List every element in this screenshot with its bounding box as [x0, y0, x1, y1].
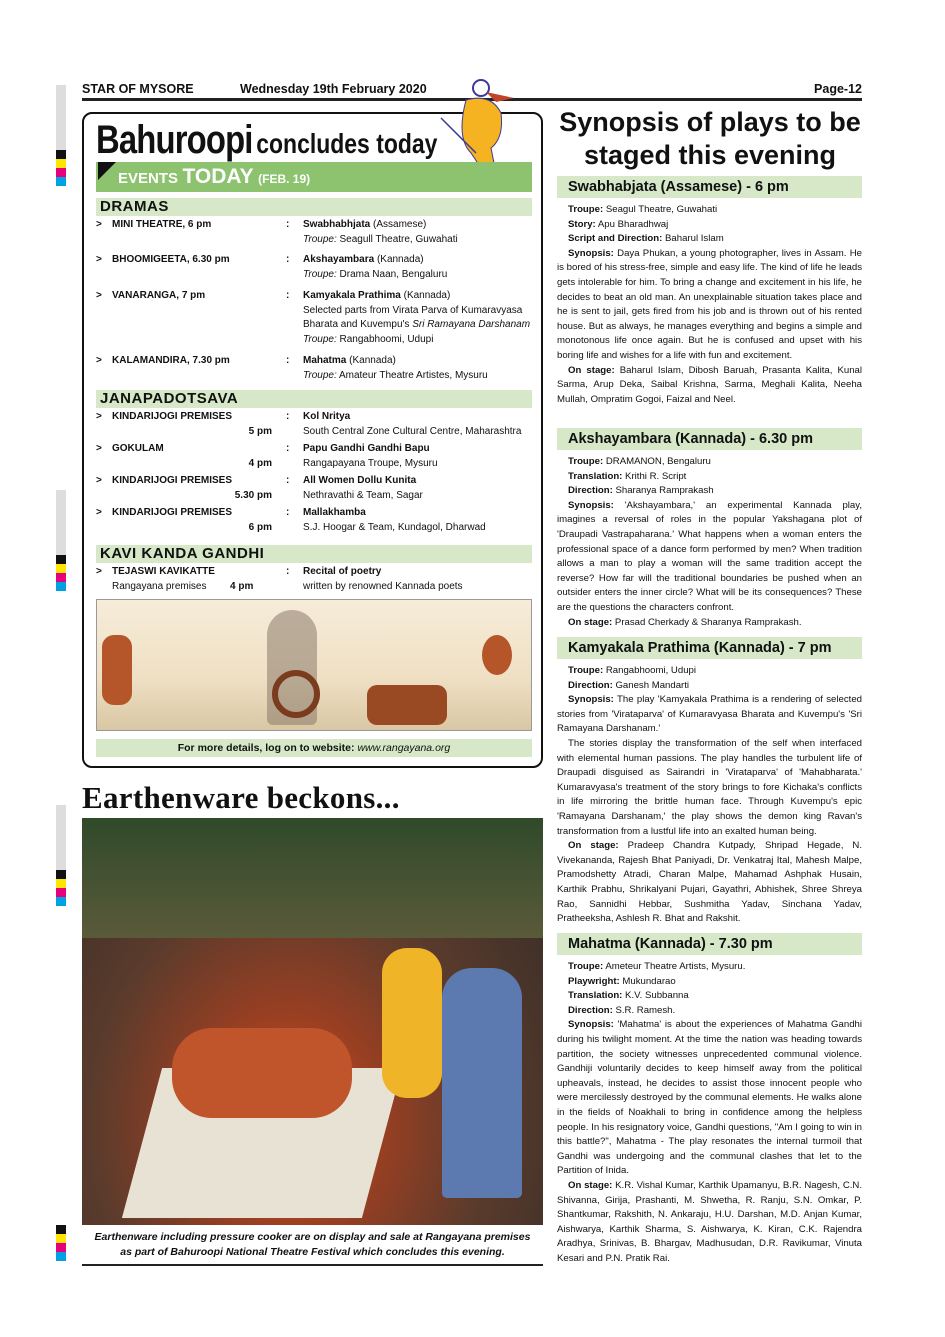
earthenware-photo — [82, 818, 543, 1225]
play-synopsis — [557, 637, 862, 927]
today-label: TODAY — [182, 165, 254, 188]
registration-magenta — [56, 573, 66, 582]
events-label: EVENTS — [118, 170, 179, 187]
registration-cyan — [56, 582, 66, 591]
registration-magenta — [56, 888, 66, 897]
registration-black — [56, 150, 66, 159]
registration-cyan — [56, 177, 66, 186]
puppet-right — [482, 635, 512, 675]
credit-line: Translation: K.V. Subbanna — [568, 990, 689, 1002]
credit-line: Story: Apu Bharadhwaj — [568, 218, 669, 230]
registration-magenta — [56, 1243, 66, 1252]
play-synopsis — [557, 176, 862, 407]
events-today-bar — [96, 162, 532, 192]
headline-concludes: concludes today — [256, 128, 438, 159]
synopsis-paragraph: Synopsis: Daya Phukan, a young photographer, lives in Assam. He is bored of his stress-free, simple and easy life. The kind of life he leads gets intolerable for him. To bring a change and excitement in his life, he decides to beat an old man. An unexplainable situation takes place and he is sent to jail, gets fired from his job and is thrown out of his rented house. But as always, he manages everything and begins a simple and monotonous life once again. But he is confused and upset with his boring life and wishes for a life with fun and excitement. — [557, 247, 862, 361]
registration-yellow — [56, 1234, 66, 1243]
credit-line: Script and Direction: Baharul Islam — [568, 233, 724, 245]
puppet-left — [102, 635, 132, 705]
credit-line: Troupe: Seagul Theatre, Guwahati — [568, 204, 718, 215]
credit-line: Playwright: Mukundarao — [568, 975, 676, 987]
play-header: Akshayambara (Kannada) - 6.30 pm — [557, 428, 862, 450]
registration-black — [56, 1225, 66, 1234]
synopsis-paragraph: On stage: Pradeep Chandra Kutpady, Shripad Hegade, N. Vivekananda, Rajesh Bhat Paniyadi, Dr. Venkatraj Ital, Mahesh Malpe, Pramodshetty Atradi, Charan Malpe, Mahamad Ashphak Husain, Karthik Prabhu, Shrikalyani Pujari, Gayathri, Abhishek, Shree Shreya Rao, Sannidhi Hebbar, Sushmitha Yadav, Sinchana Yadav, Pratheeksha, Ashlesh R. Bhat and Rakshit. — [557, 840, 863, 925]
credit-line: Direction: Sharanya Ramprakash — [568, 485, 714, 497]
section-janapadotsava: JANAPADOTSAVA — [96, 390, 532, 408]
synopsis-paragraph: Synopsis: 'Mahatma' is about the experiences of Mahatma Gandhi during his twilight moment. At the time the nation was heading towards partition, the society witnesses unprecedented communal violence. Gandhiji voluntarily decides to keep himself away from the political upheavals, instead, he decides to assist those innocent people who were mercilessly destroyed by the communal elements. He walks alone in the fields of Noakhali to bring in confidence among the helpless people. In his resignatory voice, Gandhi questions, "Am I going to win in this battle?", Mahatma - The play resonates the internal turmoil that Gandhi was undergoing and the communal clashes that let to the Partition of Inida. — [557, 1019, 862, 1177]
play-header: Swabhabjata (Assamese) - 6 pm — [557, 176, 862, 198]
credit-line: Troupe: DRAMANON, Bengaluru — [568, 456, 711, 467]
registration-yellow — [56, 159, 66, 168]
visitor — [442, 968, 522, 1198]
play-synopsis — [557, 933, 862, 1266]
synopsis-paragraph: On stage: K.R. Vishal Kumar, Karthik Upamanyu, B.R. Nagesh, C.N. Shivanna, Girija, Prashanti, M. Shwetha, R. Ranju, S.N. Omkar, P. Shantkumar, Rakshith, N. Ankaraju, H.U. Darshan, M.D. Anjan Kumar, Aishwarya, Karthik Sharma, S. Aishwarya, K. Kiran, C.K. Rajendra Aradhya, Srinivas, B. Bhargav, Madhusudan, D.R. Ravikumar, Vinuta Kesari and P.N. Pratik Rai. — [557, 1179, 863, 1264]
puppets-photo — [96, 599, 532, 731]
events-headline — [96, 118, 437, 163]
synopsis-paragraph: Synopsis: 'Akshayambara,' an experimental Kannada play, imagines a reversal of roles in the popular Yakshagana plot of 'Draupadi Vastrapaharana.' What happens when a woman enters the professional space of a dance form performed by men? When tradition allows a man to play a woman will the same tradition accept the reverse? How far will the traditional boundaries be pushed when an outsider enters the inner circle? What will be its consequences? These are the questions the characters confront. — [557, 499, 862, 613]
section-dramas: DRAMAS — [96, 198, 532, 216]
registration-black — [56, 870, 66, 879]
corner-triangle-icon — [98, 162, 116, 180]
registration-bar — [56, 490, 66, 555]
synopsis-paragraph: On stage: Prasad Cherkady & Sharanya Ramprakash. — [568, 616, 802, 628]
issue-date: Wednesday 19th February 2020 — [240, 82, 427, 96]
registration-black — [56, 555, 66, 564]
page-number: Page-12 — [814, 82, 862, 96]
synopsis-headline: Synopsis of plays to be staged this evening — [559, 107, 861, 170]
play-header: Mahatma (Kannada) - 7.30 pm — [557, 933, 862, 955]
registration-magenta — [56, 168, 66, 177]
registration-cyan — [56, 897, 66, 906]
earthenware-headline: Earthenware beckons... — [82, 780, 400, 815]
spinning-wheel-icon — [272, 670, 320, 718]
synopsis-paragraph: The stories display the transformation of the self when interfaced with elemental human passions. The play handles the turbulent life of Draupadi disguised as Sairandri in 'Virataparva' of 'Mahabharata.' Kumaravyasa's treatment of the story brings to fore Kichaka's conflicts in life mirroring the brittle human face. Through Kuvempu's epic 'Ramayana Darshanam,' the play shows the demon king Ravan's transformation from a lustful life into an exalted human being. — [557, 737, 862, 837]
photo-caption: Earthenware including pressure cooker are on display and sale at Rangayana premises as part of Bahuroopi National Theatre Festival which concludes this evening. — [94, 1231, 531, 1258]
figurines — [367, 685, 447, 725]
registration-bar — [56, 805, 66, 870]
credit-line: Troupe: Rangabhoomi, Udupi — [568, 665, 696, 676]
synopsis-paragraph: Synopsis: The play 'Kamyakala Prathima is a rendering of selected stories from 'Virataparva' of Kumaravyasa Bharata and Kuvempu's 'Sri Ramayana Darshanam.' — [557, 694, 862, 735]
credit-line: Direction: S.R. Ramesh. — [568, 1004, 676, 1016]
play-header: Kamyakala Prathima (Kannada) - 7 pm — [557, 637, 862, 659]
paper-name: STAR OF MYSORE — [82, 82, 194, 96]
events-box: Bahuroopi concludes today EVENTS TODAY (FEB. 19) DRAMAS > MINI THEATRE, 6 pm : Swabhabhjata (Assamese) Troupe: Seagull Theatre, Guwahati > BHOOMIGEETA, 6.30 pm : Akshayambara (Kannada) Troupe: Drama Naan, Bengaluru > VANARANGA, 7 pm : Kamyakala Prathima (Kannada) Selected parts from Virata Parva of Kumaravyasa Bharata and Kuvempu's Sri Ramayana Darshanam Troupe: Rangabhoomi, Udupi > KALAMANDIRA, 7.30 pm : Mahatma (Kannada) Troupe: Amateur Theatre Artistes, Mysuru JANAPADOTSAVA > KINDARIJOGI PREMISES 5 pm : Kol Nritya South Central Zone Cultural Centre, Maharashtra > GOKULAM 4 pm : Papu Gandhi Gandhi Bapu Rangapayana Troupe, Mysuru > KINDARIJOGI PREMISES 5.30 pm : All Women Dollu Kunita Nethravathi & Team, Sagar > KINDARIJOGI PREMISES 6 pm : Mallakhamba S.J. Hoogar & Team, Kundagol, Dharwad KAVI KANDA GANDHI > TEJASWI KAVIKATTE Rangayana premises 4 pm : Recital of poetry written by renowned Kannada poets For more details, log on to website: www.rangayana.org — [82, 112, 543, 768]
credit-line: Translation: Krithi R. Script — [568, 470, 687, 482]
registration-cyan — [56, 1252, 66, 1261]
headline-bahuroopi: Bahuroopi — [96, 118, 253, 162]
play-synopsis — [557, 428, 862, 630]
pots — [172, 1028, 352, 1118]
registration-yellow — [56, 879, 66, 888]
visitor — [382, 948, 442, 1098]
credit-line: Direction: Ganesh Mandarti — [568, 679, 690, 691]
synopsis-paragraph: On stage: Baharul Islam, Dibosh Baruah, Prasanta Kalita, Kunal Sarma, Arup Deka, Saibal Krishna, Sarma, Meghali Kalita, Neeha Mullah, Ompratim Gogoi, Faizal and Neel. — [557, 364, 862, 405]
credit-line: Troupe: Ameteur Theatre Artists, Mysuru. — [568, 961, 746, 972]
caption-rule — [82, 1264, 543, 1266]
events-footer: For more details, log on to website: www.rangayana.org — [96, 739, 532, 757]
website-link[interactable]: www.rangayana.org — [357, 742, 451, 754]
events-date: (FEB. 19) — [258, 172, 311, 186]
section-kavi-kanda-gandhi: KAVI KANDA GANDHI — [96, 545, 532, 563]
registration-bar — [56, 85, 66, 150]
registration-yellow — [56, 564, 66, 573]
